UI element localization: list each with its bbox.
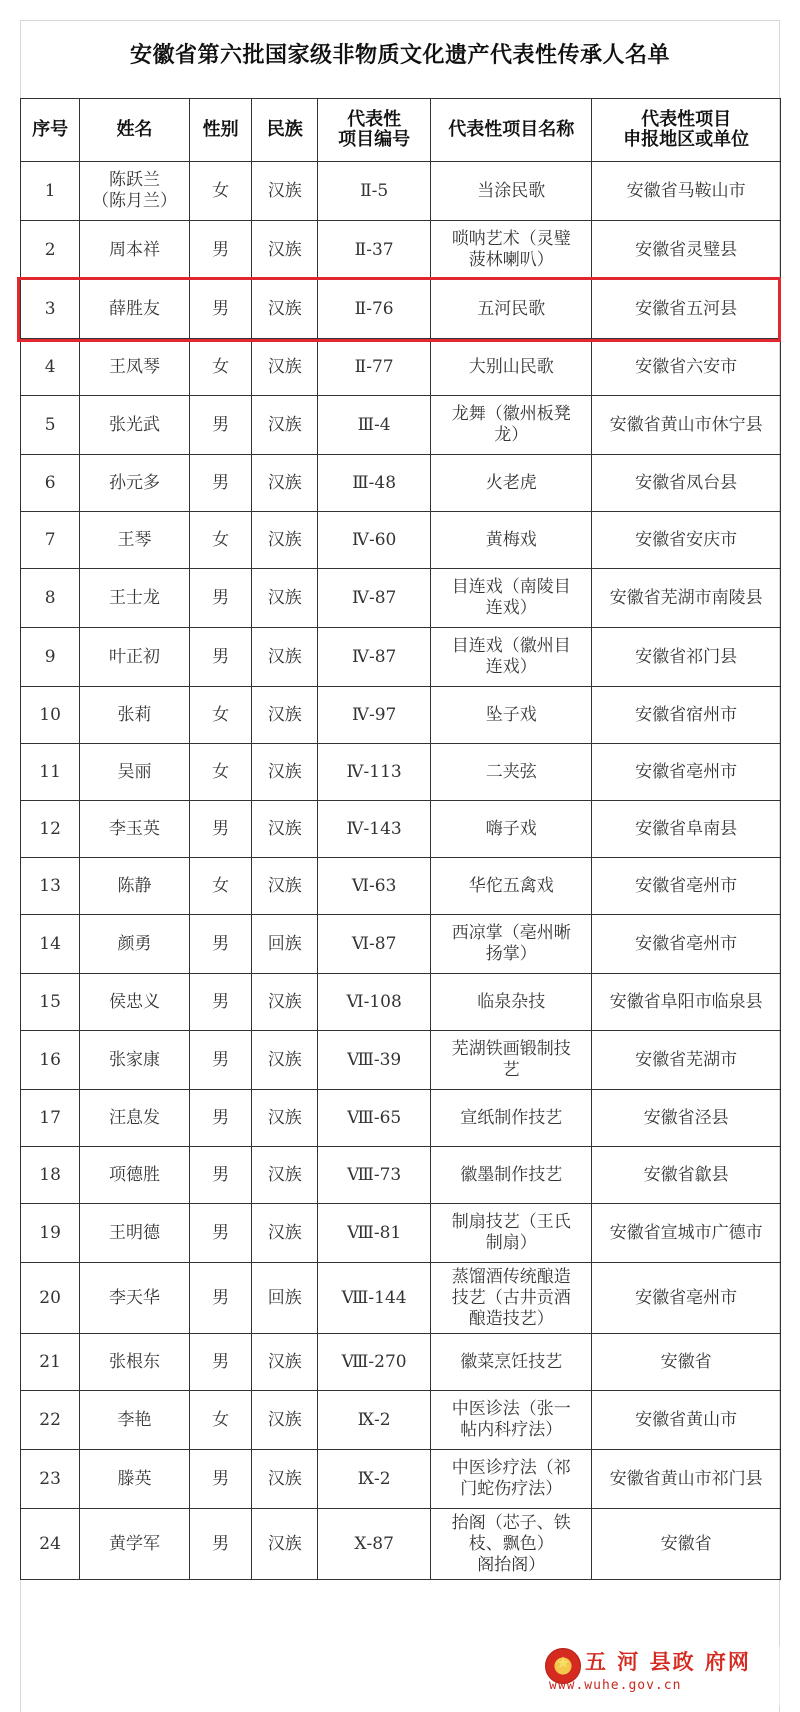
cell-line: 吴丽 bbox=[117, 761, 152, 782]
cell-line: 芜湖铁画锻制技 bbox=[451, 1039, 571, 1059]
cell-region: 安徽省亳州市 bbox=[592, 1263, 781, 1334]
table-row bbox=[21, 1204, 781, 1263]
cell-code: Ⅳ-87 bbox=[318, 569, 431, 628]
cell-no: 23 bbox=[21, 1450, 80, 1509]
table-row bbox=[21, 858, 781, 915]
cell-code: Ⅷ-270 bbox=[318, 1334, 431, 1391]
column-header-line: 序号 bbox=[32, 119, 69, 140]
cell-line: 王琴 bbox=[117, 529, 152, 550]
cell-gender: 男 bbox=[189, 1204, 252, 1263]
cell-code: Ⅳ-60 bbox=[318, 512, 431, 569]
column-header-code bbox=[318, 99, 431, 162]
cell-line: 西凉掌（亳州晰 bbox=[451, 923, 571, 943]
cell-ethnicity: 汉族 bbox=[252, 1147, 318, 1204]
cell-region: 安徽省黄山市休宁县 bbox=[592, 396, 781, 455]
cell-gender: 男 bbox=[189, 1031, 252, 1090]
cell-line: 连戏） bbox=[485, 598, 537, 618]
cell-gender: 女 bbox=[189, 339, 252, 396]
cell-gender: 男 bbox=[189, 455, 252, 512]
cell-region: 安徽省凤台县 bbox=[592, 455, 781, 512]
table-row bbox=[21, 1450, 781, 1509]
cell-no: 19 bbox=[21, 1204, 80, 1263]
column-header-name bbox=[80, 99, 190, 162]
column-header-ethnicity bbox=[252, 99, 318, 162]
cell-ethnicity: 汉族 bbox=[252, 455, 318, 512]
cell-ethnicity: 汉族 bbox=[252, 280, 318, 339]
cell-project bbox=[431, 687, 592, 744]
cell-line: 阁抬阁） bbox=[477, 1554, 546, 1575]
cell-gender: 男 bbox=[189, 1450, 252, 1509]
cell-line: 酿造技艺） bbox=[468, 1308, 554, 1329]
cell-region: 安徽省 bbox=[592, 1509, 781, 1580]
cell-line: 火老虎 bbox=[485, 472, 537, 493]
cell-region: 安徽省芜湖市 bbox=[592, 1031, 781, 1090]
cell-code: Ⅸ-2 bbox=[318, 1450, 431, 1509]
cell-ethnicity: 回族 bbox=[252, 1263, 318, 1334]
column-header-line: 性别 bbox=[202, 119, 239, 140]
cell-project bbox=[431, 1204, 592, 1263]
cell-region: 安徽省亳州市 bbox=[592, 915, 781, 974]
cell-region: 安徽省歙县 bbox=[592, 1147, 781, 1204]
cell-name bbox=[80, 628, 190, 687]
cell-project bbox=[431, 1509, 592, 1580]
cell-no: 24 bbox=[21, 1509, 80, 1580]
table-row bbox=[21, 280, 781, 339]
cell-line: 叶正初 bbox=[109, 646, 161, 667]
inheritors-table bbox=[20, 98, 781, 1580]
cell-gender: 女 bbox=[189, 858, 252, 915]
cell-line: 张光武 bbox=[109, 414, 161, 435]
cell-project bbox=[431, 858, 592, 915]
table-row bbox=[21, 339, 781, 396]
column-header-line: 姓名 bbox=[116, 119, 153, 140]
cell-code: Ⅱ-37 bbox=[318, 221, 431, 280]
cell-line: 龙） bbox=[494, 425, 529, 445]
cell-ethnicity: 汉族 bbox=[252, 974, 318, 1031]
cell-gender: 男 bbox=[189, 396, 252, 455]
cell-ethnicity: 汉族 bbox=[252, 221, 318, 280]
cell-gender: 男 bbox=[189, 1334, 252, 1391]
cell-line: 中医诊法（张一 bbox=[451, 1399, 571, 1419]
cell-region: 安徽省五河县 bbox=[592, 280, 781, 339]
cell-code: Ⅷ-65 bbox=[318, 1090, 431, 1147]
cell-line: 制扇技艺（王氏 bbox=[451, 1212, 571, 1232]
cell-ethnicity: 汉族 bbox=[252, 512, 318, 569]
cell-line: 李玉英 bbox=[109, 818, 161, 839]
table-row bbox=[21, 1509, 781, 1580]
cell-line: 黄学军 bbox=[109, 1533, 161, 1554]
cell-name bbox=[80, 1263, 190, 1334]
cell-name bbox=[80, 221, 190, 280]
site-watermark bbox=[545, 1646, 785, 1706]
cell-line: 技艺（古井贡酒 bbox=[451, 1287, 571, 1308]
cell-line: 王明德 bbox=[109, 1222, 161, 1243]
column-header-line: 代表性项目 bbox=[641, 109, 732, 130]
cell-ethnicity: 汉族 bbox=[252, 687, 318, 744]
cell-line: 菠林喇叭） bbox=[468, 250, 554, 270]
table-row bbox=[21, 915, 781, 974]
cell-ethnicity: 汉族 bbox=[252, 801, 318, 858]
cell-project bbox=[431, 339, 592, 396]
cell-ethnicity: 汉族 bbox=[252, 1031, 318, 1090]
cell-no: 8 bbox=[21, 569, 80, 628]
cell-name bbox=[80, 1509, 190, 1580]
cell-gender: 男 bbox=[189, 221, 252, 280]
cell-gender: 男 bbox=[189, 1147, 252, 1204]
cell-line: 蒸馏酒传统酿造 bbox=[451, 1266, 571, 1287]
cell-gender: 男 bbox=[189, 915, 252, 974]
column-header-line: 代表性项目名称 bbox=[448, 119, 575, 140]
cell-project bbox=[431, 569, 592, 628]
cell-line: 唢呐艺术（灵璧 bbox=[451, 229, 571, 249]
cell-gender: 男 bbox=[189, 280, 252, 339]
cell-no: 20 bbox=[21, 1263, 80, 1334]
cell-ethnicity: 汉族 bbox=[252, 858, 318, 915]
cell-line: 临泉杂技 bbox=[477, 991, 546, 1012]
cell-line: 帖内科疗法） bbox=[460, 1420, 563, 1440]
watermark-url: www.wuhe.gov.cn bbox=[549, 1678, 682, 1693]
cell-name bbox=[80, 801, 190, 858]
cell-line: 目连戏（徽州目 bbox=[451, 636, 571, 656]
cell-region: 安徽省亳州市 bbox=[592, 858, 781, 915]
cell-ethnicity: 汉族 bbox=[252, 628, 318, 687]
table-row bbox=[21, 396, 781, 455]
cell-line: 二夹弦 bbox=[485, 761, 537, 782]
cell-no: 21 bbox=[21, 1334, 80, 1391]
cell-ethnicity: 汉族 bbox=[252, 1204, 318, 1263]
cell-line: 坠子戏 bbox=[485, 704, 537, 725]
cell-gender: 女 bbox=[189, 512, 252, 569]
cell-no: 4 bbox=[21, 339, 80, 396]
cell-project bbox=[431, 162, 592, 221]
table-row bbox=[21, 628, 781, 687]
cell-line: 枝、飘色） bbox=[468, 1533, 554, 1554]
cell-code: Ⅸ-2 bbox=[318, 1391, 431, 1450]
cell-code: Ⅷ-39 bbox=[318, 1031, 431, 1090]
cell-no: 2 bbox=[21, 221, 80, 280]
cell-code: Ⅲ-4 bbox=[318, 396, 431, 455]
cell-ethnicity: 回族 bbox=[252, 915, 318, 974]
cell-gender: 女 bbox=[189, 744, 252, 801]
table-row bbox=[21, 801, 781, 858]
cell-code: Ⅳ-87 bbox=[318, 628, 431, 687]
cell-gender: 男 bbox=[189, 1263, 252, 1334]
cell-line: 制扇） bbox=[485, 1233, 537, 1253]
cell-no: 5 bbox=[21, 396, 80, 455]
cell-name bbox=[80, 1147, 190, 1204]
cell-name bbox=[80, 1090, 190, 1147]
cell-line: 汪息发 bbox=[109, 1107, 161, 1128]
cell-name bbox=[80, 162, 190, 221]
cell-line: 陈跃兰 bbox=[109, 170, 161, 190]
table-row bbox=[21, 1147, 781, 1204]
cell-line: 周本祥 bbox=[109, 239, 161, 260]
cell-line: 张家康 bbox=[109, 1049, 161, 1070]
cell-region: 安徽省宿州市 bbox=[592, 687, 781, 744]
cell-line: 项德胜 bbox=[109, 1164, 161, 1185]
table-row bbox=[21, 1334, 781, 1391]
cell-no: 11 bbox=[21, 744, 80, 801]
cell-region: 安徽省宣城市广德市 bbox=[592, 1204, 781, 1263]
cell-project bbox=[431, 1334, 592, 1391]
cell-project bbox=[431, 455, 592, 512]
table-header-row bbox=[21, 99, 781, 162]
cell-no: 15 bbox=[21, 974, 80, 1031]
cell-project bbox=[431, 1450, 592, 1509]
cell-gender: 男 bbox=[189, 1090, 252, 1147]
cell-code: Ⅱ-5 bbox=[318, 162, 431, 221]
cell-code: Ⅵ-63 bbox=[318, 858, 431, 915]
cell-line: 颜勇 bbox=[117, 933, 152, 954]
cell-line: （陈月兰） bbox=[92, 191, 178, 211]
cell-region: 安徽省芜湖市南陵县 bbox=[592, 569, 781, 628]
cell-project bbox=[431, 280, 592, 339]
cell-line: 李天华 bbox=[109, 1287, 161, 1308]
table-row bbox=[21, 1391, 781, 1450]
cell-line: 目连戏（南陵目 bbox=[451, 577, 571, 597]
cell-no: 17 bbox=[21, 1090, 80, 1147]
cell-name bbox=[80, 744, 190, 801]
cell-project bbox=[431, 1391, 592, 1450]
cell-code: Ⅳ-143 bbox=[318, 801, 431, 858]
cell-name bbox=[80, 1334, 190, 1391]
cell-name bbox=[80, 915, 190, 974]
cell-gender: 女 bbox=[189, 687, 252, 744]
cell-no: 22 bbox=[21, 1391, 80, 1450]
cell-region: 安徽省亳州市 bbox=[592, 744, 781, 801]
table-row bbox=[21, 1090, 781, 1147]
cell-name bbox=[80, 974, 190, 1031]
cell-name bbox=[80, 455, 190, 512]
cell-ethnicity: 汉族 bbox=[252, 339, 318, 396]
table-row bbox=[21, 162, 781, 221]
cell-line: 李艳 bbox=[117, 1409, 152, 1430]
cell-project bbox=[431, 974, 592, 1031]
cell-region: 安徽省祁门县 bbox=[592, 628, 781, 687]
cell-code: Ⅳ-113 bbox=[318, 744, 431, 801]
cell-code: Ⅱ-76 bbox=[318, 280, 431, 339]
cell-name bbox=[80, 687, 190, 744]
cell-code: Ⅵ-108 bbox=[318, 974, 431, 1031]
cell-line: 宣纸制作技艺 bbox=[460, 1107, 563, 1128]
column-header-gender bbox=[189, 99, 252, 162]
cell-gender: 女 bbox=[189, 1391, 252, 1450]
cell-project bbox=[431, 801, 592, 858]
cell-gender: 男 bbox=[189, 801, 252, 858]
cell-region: 安徽省安庆市 bbox=[592, 512, 781, 569]
cell-name bbox=[80, 569, 190, 628]
cell-line: 艺 bbox=[502, 1060, 520, 1080]
cell-no: 1 bbox=[21, 162, 80, 221]
cell-name bbox=[80, 858, 190, 915]
cell-no: 10 bbox=[21, 687, 80, 744]
cell-region: 安徽省灵璧县 bbox=[592, 221, 781, 280]
cell-project bbox=[431, 1090, 592, 1147]
cell-line: 龙舞（徽州板凳 bbox=[451, 404, 571, 424]
column-header-line: 项目编号 bbox=[338, 129, 411, 150]
cell-project bbox=[431, 1263, 592, 1334]
cell-code: Ⅱ-77 bbox=[318, 339, 431, 396]
cell-no: 6 bbox=[21, 455, 80, 512]
cell-region: 安徽省 bbox=[592, 1334, 781, 1391]
cell-line: 嗨子戏 bbox=[485, 818, 537, 839]
cell-line: 张根东 bbox=[109, 1351, 161, 1372]
cell-line: 当涂民歌 bbox=[477, 180, 546, 201]
cell-ethnicity: 汉族 bbox=[252, 744, 318, 801]
cell-line: 薛胜友 bbox=[109, 298, 161, 319]
cell-code: Ⅷ-73 bbox=[318, 1147, 431, 1204]
cell-region: 安徽省阜南县 bbox=[592, 801, 781, 858]
cell-line: 滕英 bbox=[117, 1468, 152, 1489]
cell-project bbox=[431, 221, 592, 280]
cell-project bbox=[431, 1147, 592, 1204]
cell-ethnicity: 汉族 bbox=[252, 1391, 318, 1450]
cell-code: Ⅵ-87 bbox=[318, 915, 431, 974]
cell-no: 14 bbox=[21, 915, 80, 974]
cell-line: 黄梅戏 bbox=[485, 529, 537, 550]
cell-name bbox=[80, 1391, 190, 1450]
cell-region: 安徽省马鞍山市 bbox=[592, 162, 781, 221]
column-header-line: 代表性 bbox=[347, 109, 402, 130]
cell-region: 安徽省六安市 bbox=[592, 339, 781, 396]
cell-name bbox=[80, 396, 190, 455]
cell-project bbox=[431, 396, 592, 455]
cell-line: 连戏） bbox=[485, 657, 537, 677]
cell-region: 安徽省阜阳市临泉县 bbox=[592, 974, 781, 1031]
cell-line: 徽墨制作技艺 bbox=[460, 1164, 563, 1185]
cell-project bbox=[431, 628, 592, 687]
cell-code: Ⅹ-87 bbox=[318, 1509, 431, 1580]
cell-region: 安徽省泾县 bbox=[592, 1090, 781, 1147]
table-row bbox=[21, 221, 781, 280]
column-header-region bbox=[592, 99, 781, 162]
cell-gender: 女 bbox=[189, 162, 252, 221]
cell-ethnicity: 汉族 bbox=[252, 396, 318, 455]
cell-line: 王凤琴 bbox=[109, 356, 161, 377]
cell-no: 18 bbox=[21, 1147, 80, 1204]
table-body bbox=[21, 162, 781, 1580]
cell-line: 徽菜烹饪技艺 bbox=[460, 1351, 563, 1372]
column-header-line: 民族 bbox=[266, 119, 303, 140]
cell-line: 侯忠义 bbox=[109, 991, 161, 1012]
cell-no: 12 bbox=[21, 801, 80, 858]
cell-code: Ⅷ-81 bbox=[318, 1204, 431, 1263]
table-row bbox=[21, 744, 781, 801]
cell-line: 陈静 bbox=[117, 875, 152, 896]
cell-name bbox=[80, 1204, 190, 1263]
document-title: 安徽省第六批国家级非物质文化遗产代表性传承人名单 bbox=[129, 43, 670, 68]
column-header-line: 申报地区或单位 bbox=[623, 129, 750, 150]
cell-ethnicity: 汉族 bbox=[252, 162, 318, 221]
cell-name bbox=[80, 1031, 190, 1090]
cell-code: Ⅷ-144 bbox=[318, 1263, 431, 1334]
cell-code: Ⅲ-48 bbox=[318, 455, 431, 512]
cell-region: 安徽省黄山市 bbox=[592, 1391, 781, 1450]
column-header-no bbox=[21, 99, 80, 162]
cell-project bbox=[431, 512, 592, 569]
column-header-project bbox=[431, 99, 592, 162]
cell-code: Ⅳ-97 bbox=[318, 687, 431, 744]
table-row bbox=[21, 687, 781, 744]
table-row bbox=[21, 974, 781, 1031]
cell-line: 张莉 bbox=[117, 704, 152, 725]
cell-no: 16 bbox=[21, 1031, 80, 1090]
cell-region: 安徽省黄山市祁门县 bbox=[592, 1450, 781, 1509]
cell-line: 中医诊疗法（祁 bbox=[451, 1458, 571, 1478]
cell-line: 王士龙 bbox=[109, 587, 161, 608]
cell-project bbox=[431, 915, 592, 974]
cell-line: 门蛇伤疗法） bbox=[460, 1479, 563, 1499]
cell-gender: 男 bbox=[189, 569, 252, 628]
cell-line: 大别山民歌 bbox=[468, 356, 554, 377]
cell-gender: 男 bbox=[189, 1509, 252, 1580]
cell-ethnicity: 汉族 bbox=[252, 1090, 318, 1147]
cell-line: 孙元多 bbox=[109, 472, 161, 493]
cell-gender: 男 bbox=[189, 974, 252, 1031]
cell-ethnicity: 汉族 bbox=[252, 1509, 318, 1580]
cell-no: 3 bbox=[21, 280, 80, 339]
table-row bbox=[21, 512, 781, 569]
table-row bbox=[21, 1031, 781, 1090]
cell-no: 7 bbox=[21, 512, 80, 569]
cell-project bbox=[431, 744, 592, 801]
table-row bbox=[21, 455, 781, 512]
cell-ethnicity: 汉族 bbox=[252, 1334, 318, 1391]
cell-line: 五河民歌 bbox=[477, 298, 546, 319]
cell-no: 13 bbox=[21, 858, 80, 915]
cell-name bbox=[80, 1450, 190, 1509]
table-row bbox=[21, 1263, 781, 1334]
cell-line: 抬阁（芯子、铁 bbox=[451, 1512, 571, 1533]
cell-ethnicity: 汉族 bbox=[252, 569, 318, 628]
watermark-site-name: 五 河 县政 府网 bbox=[585, 1650, 751, 1674]
cell-line: 华佗五禽戏 bbox=[468, 875, 554, 896]
cell-gender: 男 bbox=[189, 628, 252, 687]
cell-ethnicity: 汉族 bbox=[252, 1450, 318, 1509]
cell-line: 扬掌） bbox=[485, 944, 537, 964]
cell-name bbox=[80, 339, 190, 396]
cell-name bbox=[80, 280, 190, 339]
cell-no: 9 bbox=[21, 628, 80, 687]
cell-name bbox=[80, 512, 190, 569]
table-row bbox=[21, 569, 781, 628]
cell-project bbox=[431, 1031, 592, 1090]
